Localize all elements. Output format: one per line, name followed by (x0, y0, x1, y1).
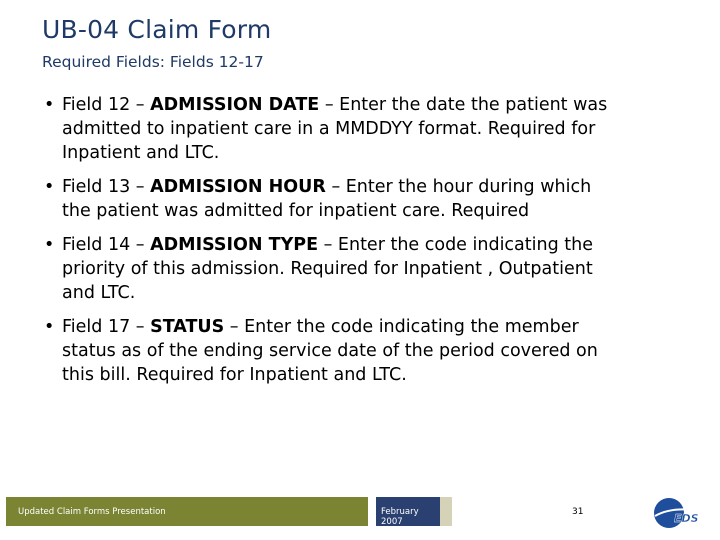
footer-date: February 2007 (376, 497, 440, 526)
bullet-text: – Enter the code indicating the member status as of the ending service date of the period covered on this bill. Required for Inpatient and LTC. (62, 317, 598, 385)
slide-title: UB-04 Claim Form (42, 15, 272, 44)
bullet-prefix: Field 17 – (62, 317, 151, 337)
bullet-term: ADMISSION DATE (150, 95, 320, 115)
bullet-dot: • (44, 95, 55, 115)
bullet-term: ADMISSION TYPE (150, 235, 319, 255)
bullet-text: – Enter the code indicating the priority of this admission. Required for Inpatient , Outpatient and LTC. (62, 235, 593, 303)
bullet-field-14 (44, 233, 619, 305)
bullet-prefix: Field 13 – (62, 177, 151, 197)
bullet-field-13 (44, 175, 619, 223)
bullet-text: – Enter the hour during which the patient was admitted for inpatient care. Required (62, 177, 592, 221)
footer-presentation-title: Updated Claim Forms Presentation (6, 497, 368, 526)
bullet-term: ADMISSION HOUR (150, 177, 326, 197)
bullet-prefix: Field 14 – (62, 235, 151, 255)
bullet-prefix: Field 12 – (62, 95, 151, 115)
bullet-field-12 (44, 93, 619, 165)
bullet-text: – Enter the date the patient was admitted to inpatient care in a MMDDYY format. Required for Inpatient and LTC. (62, 95, 608, 163)
slide-subtitle: Required Fields: Fields 12-17 (42, 53, 264, 71)
bullet-field-17 (44, 315, 619, 387)
eds-logo (652, 496, 704, 530)
bullet-dot: • (44, 317, 55, 337)
bullet-dot: • (44, 177, 55, 197)
footer-accent-bar (440, 497, 452, 526)
page-number: 31 (572, 507, 584, 517)
bullet-dot: • (44, 235, 55, 255)
bullet-list (44, 93, 619, 397)
footer-divider (368, 497, 376, 526)
eds-logo-text: EDS (674, 512, 699, 525)
bullet-term: STATUS (150, 317, 225, 337)
